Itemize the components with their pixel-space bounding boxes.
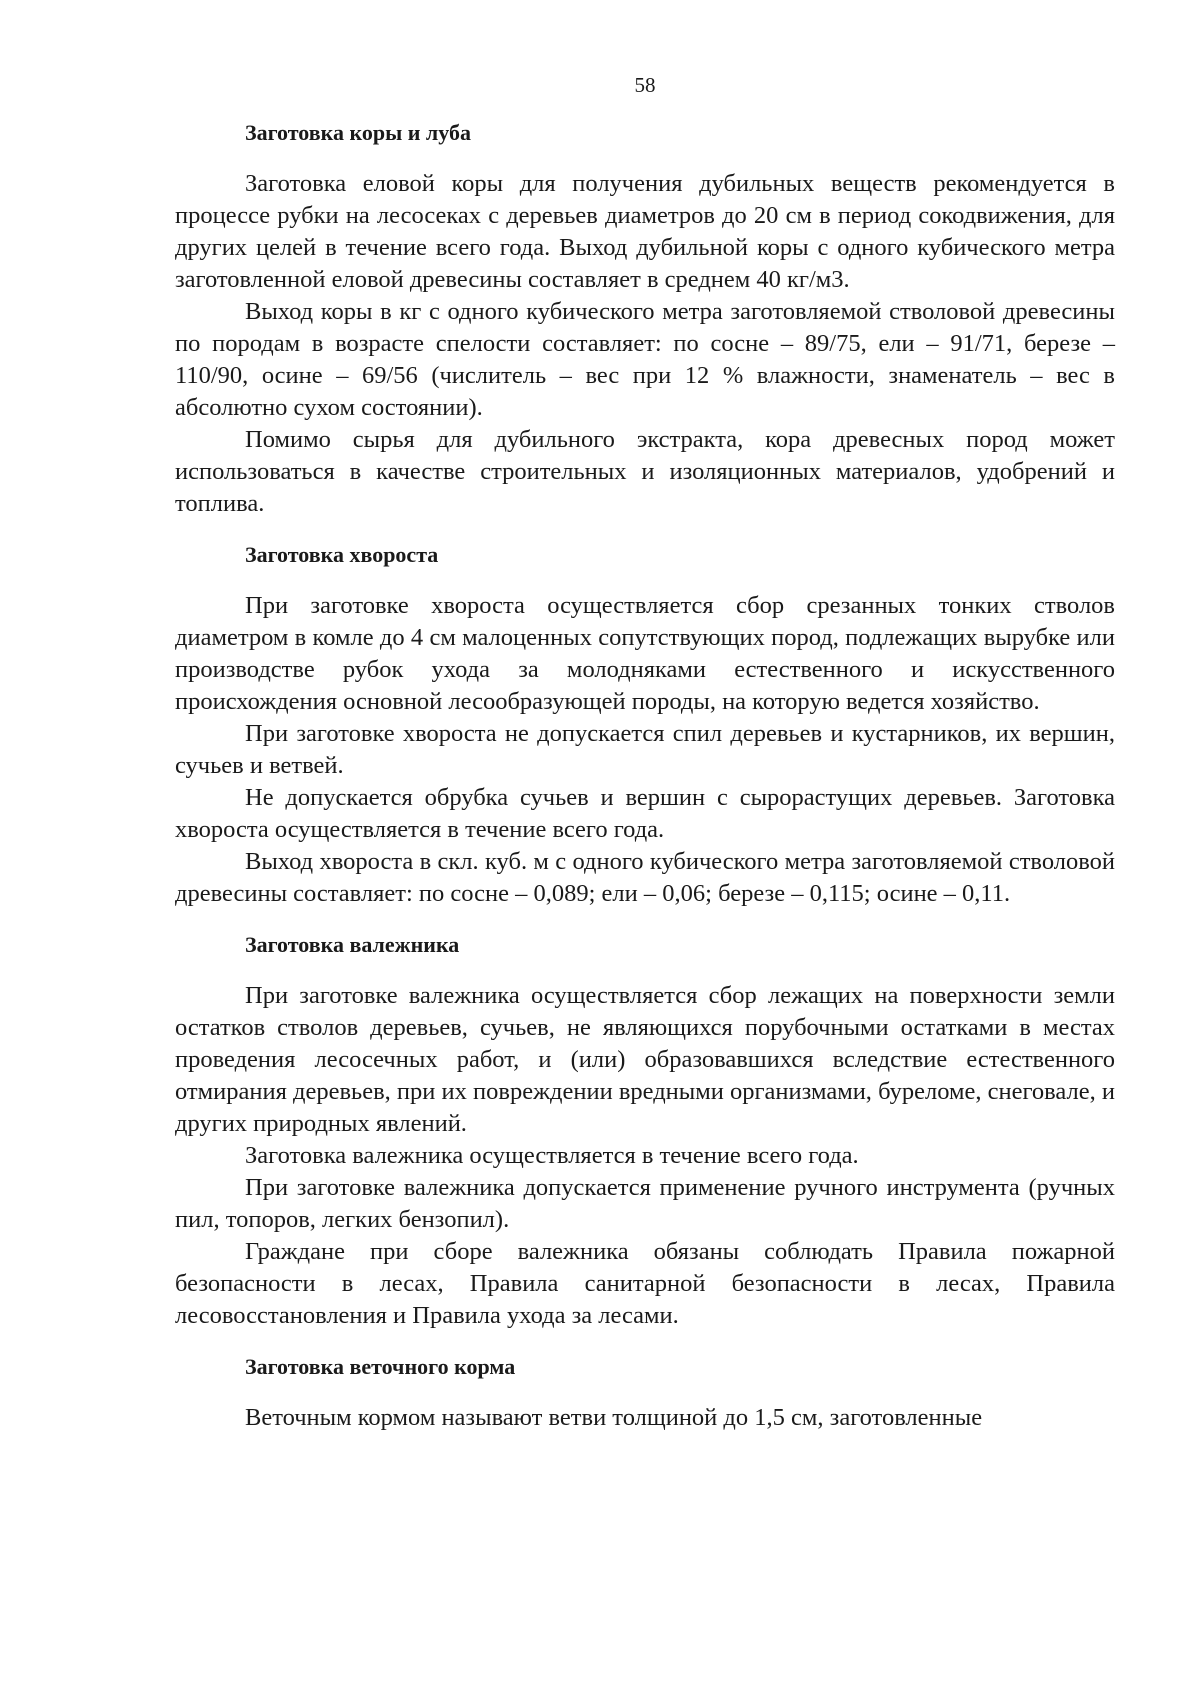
paragraph: Выход коры в кг с одного кубического метра заготовляемой стволовой древесины по породам в возрасте спелости составляет: по сосне – 89/75, ели – 91/71, березе – 110/90, осине – 69/56 (числитель – вес при 12 % влажности, знаменатель – вес в абсолютно сухом состоянии). — [175, 298, 1115, 421]
section-title: Заготовка веточного корма — [245, 1354, 516, 1379]
paragraph: Помимо сырья для дубильного экстракта, кора древесных пород может использоваться в качестве строительных и изоляционных материалов, удобрений и топлива. — [175, 426, 1115, 517]
section-title: Заготовка коры и луба — [245, 120, 471, 145]
paragraph: Веточным кормом называют ветви толщиной до 1,5 см, заготовленные — [245, 1404, 983, 1431]
section-deadwood-harvesting — [175, 930, 1115, 1332]
paragraph: При заготовке хвороста не допускается спил деревьев и кустарников, их вершин, сучьев и ветвей. — [175, 720, 1115, 779]
section-title: Заготовка хвороста — [245, 542, 439, 567]
section-brushwood-harvesting — [175, 540, 1115, 910]
paragraph: Заготовка еловой коры для получения дубильных веществ рекомендуется в процессе рубки на лесосеках с деревьев диаметров до 20 см в период сокодвижения, для других целей в течение всего года. Выход дубильной коры с одного кубического метра заготовленной еловой древесины составляет в среднем 40 кг/м3. — [175, 170, 1115, 293]
paragraph: При заготовке валежника допускается применение ручного инструмента (ручных пил, топоров, легких бензопил). — [175, 1174, 1115, 1233]
paragraph: Граждане при сборе валежника обязаны соблюдать Правила пожарной безопасности в лесах, Правила санитарной безопасности в лесах, Правила лесовосстановления и Правила ухода за лесами. — [175, 1238, 1115, 1329]
page-number: 58 — [634, 73, 656, 97]
paragraph: Выход хвороста в скл. куб. м с одного кубического метра заготовляемой стволовой древесины составляет: по сосне – 0,089; ели – 0,06; березе – 0,115; осине – 0,11. — [175, 848, 1115, 907]
paragraph: При заготовке хвороста осуществляется сбор срезанных тонких стволов диаметром в комле до 4 см малоценных сопутствующих пород, подлежащих вырубке или производстве рубок ухода за молодняками естественного и искусственного происхождения основной лесообразующей породы, на которую ведется хозяйство. — [175, 592, 1115, 715]
paragraph: При заготовке валежника осуществляется сбор лежащих на поверхности земли остатков стволов деревьев, сучьев, не являющихся порубочными остатками в местах проведения лесосечных работ, и (или) образовавшихся вследствие естественного отмирания деревьев, при их повреждении вредными организмами, буреломе, снеговале, и других природных явлений. — [175, 982, 1115, 1137]
section-title: Заготовка валежника — [245, 932, 460, 957]
section-bark-harvesting — [175, 118, 1115, 520]
page-content — [175, 118, 1115, 1454]
paragraph: Заготовка валежника осуществляется в течение всего года. — [245, 1142, 859, 1169]
paragraph: Не допускается обрубка сучьев и вершин с сырорастущих деревьев. Заготовка хвороста осуществляется в течение всего года. — [175, 784, 1115, 843]
section-branch-fodder-harvesting — [175, 1352, 1115, 1434]
